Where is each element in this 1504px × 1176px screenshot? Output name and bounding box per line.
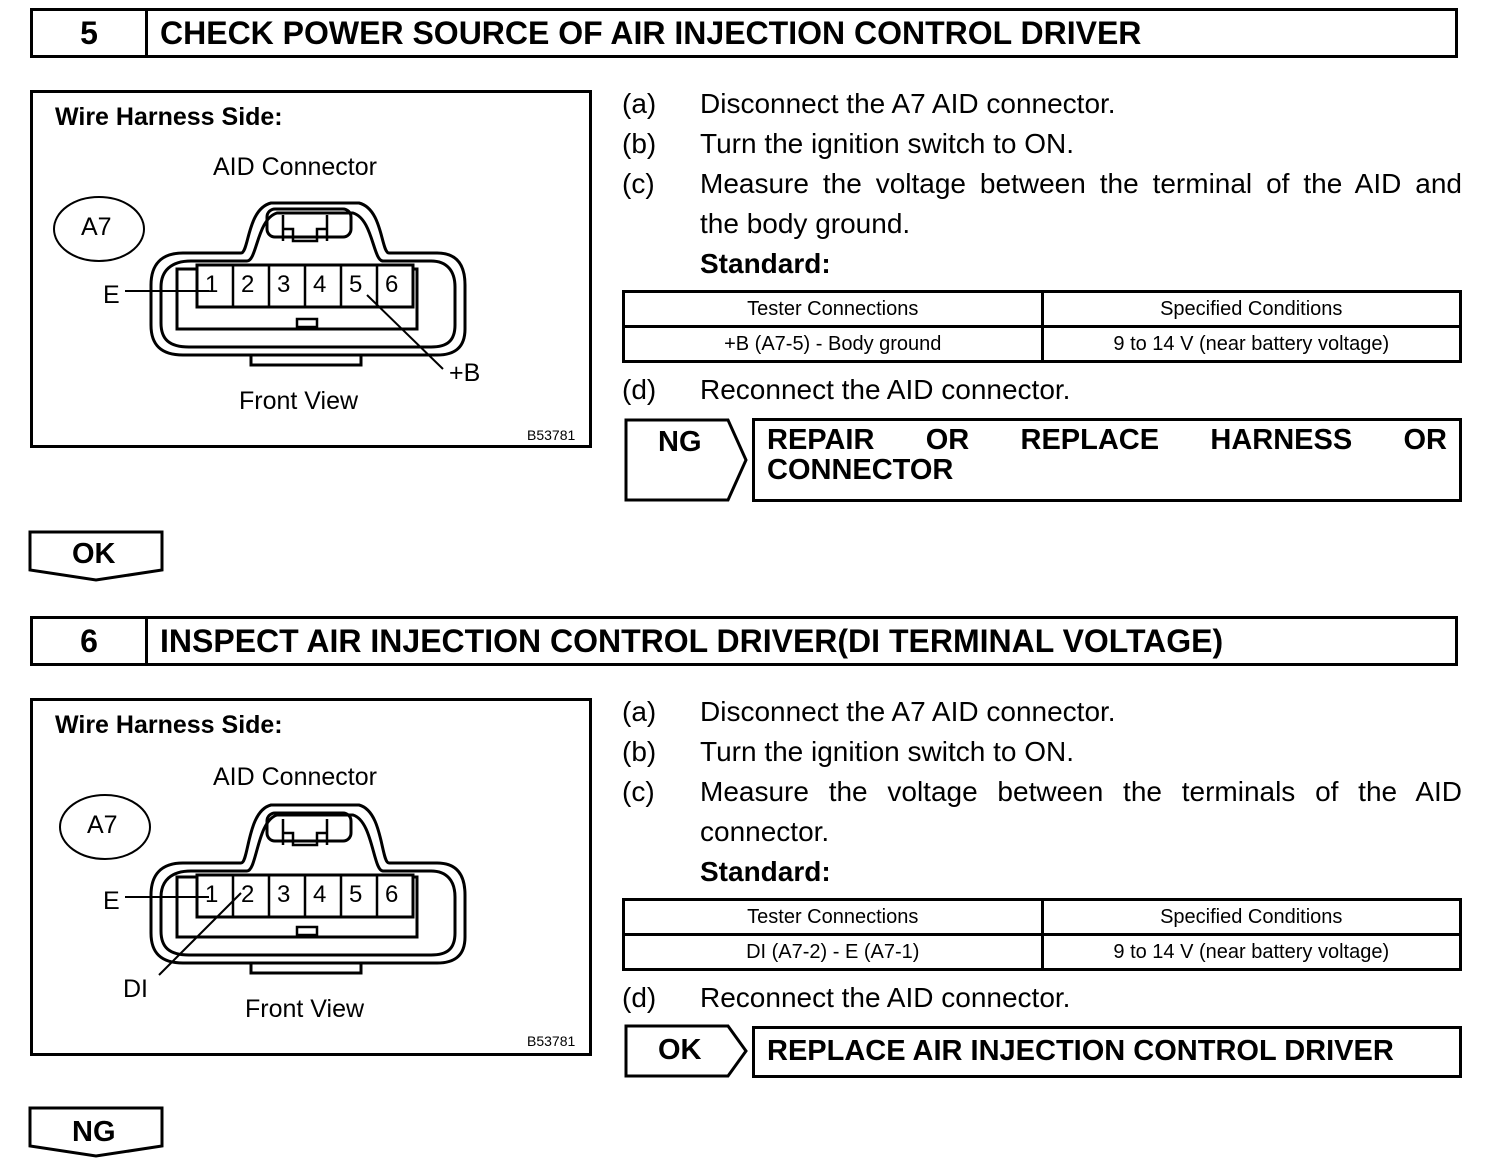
callout-e-label: E: [103, 281, 120, 309]
standard-label: Standard:: [700, 856, 831, 887]
table-row: [624, 935, 1461, 970]
instruction-c: (c) Measure the voltage between the terminal of the AID and: [622, 168, 1462, 199]
step6-instructions: [622, 692, 1462, 892]
connector-figure-step6: [30, 698, 592, 1056]
pin-1: 1: [205, 271, 219, 298]
table-row: [624, 327, 1461, 362]
step6-instruction-d: [622, 978, 1462, 1018]
front-view-label: Front View: [239, 387, 359, 415]
instruction-c-continued: the body ground.: [700, 208, 911, 239]
step-title: CHECK POWER SOURCE OF AIR INJECTION CONTROL DRIVER: [160, 14, 1142, 51]
instruction-c: (c) Measure the voltage between the terminals of the AID: [622, 776, 1462, 807]
instruction-a: (a) Disconnect the A7 AID connector.: [622, 88, 1116, 119]
ok-label: OK: [658, 1034, 702, 1066]
cell-specified-condition: 9 to 14 V (near battery voltage): [1042, 327, 1461, 362]
pin-5: 5: [349, 881, 363, 908]
callout-plus-b-label: +B: [449, 359, 481, 387]
pin-2: 2: [241, 881, 255, 908]
connector-id-label: A7: [81, 213, 112, 241]
callout-di-label: DI: [123, 975, 148, 1003]
front-view-label: Front View: [245, 995, 365, 1023]
header-specified-conditions: Specified Conditions: [1042, 292, 1461, 327]
table-header-row: [624, 292, 1461, 327]
wire-harness-side-label: Wire Harness Side:: [55, 711, 283, 739]
step5-instruction-d: [622, 370, 1462, 410]
instruction-b: (b) Turn the ignition switch to ON.: [622, 736, 1075, 767]
header-tester-connections: Tester Connections: [624, 900, 1043, 935]
header-tester-connections: Tester Connections: [624, 292, 1043, 327]
cell-tester-connection: +B (A7-5) - Body ground: [624, 327, 1043, 362]
connector-latch: [267, 813, 351, 841]
ok-result-box: REPLACE AIR INJECTION CONTROL DRIVER: [752, 1026, 1462, 1078]
header-specified-conditions: Specified Conditions: [1042, 900, 1461, 935]
pin-4: 4: [313, 881, 327, 908]
step-6-header: [30, 616, 1458, 666]
pin-1: 1: [205, 881, 219, 908]
step-number: 5: [33, 11, 148, 55]
key-slot: [297, 927, 317, 935]
ng-result-line1: REPAIR OR REPLACE HARNESS OR: [767, 424, 1447, 456]
spec-table-step5: [622, 290, 1462, 363]
pin-5: 5: [349, 271, 363, 298]
ng-result-box: [752, 418, 1462, 502]
ok-continue-label: OK: [72, 538, 116, 570]
pin-3: 3: [277, 881, 291, 908]
connector-figure-step5: [30, 90, 592, 448]
cell-tester-connection: DI (A7-2) - E (A7-1): [624, 935, 1043, 970]
instruction-a: (a) Disconnect the A7 AID connector.: [622, 696, 1116, 727]
standard-label: Standard:: [700, 248, 831, 279]
step-number: 6: [33, 619, 148, 663]
pin-2: 2: [241, 271, 255, 298]
pin-6: 6: [385, 271, 399, 298]
spec-table-step6: [622, 898, 1462, 971]
table-header-row: [624, 900, 1461, 935]
wire-harness-side-label: Wire Harness Side:: [55, 103, 283, 131]
instruction-d: (d) Reconnect the AID connector.: [622, 374, 1071, 405]
step5-instructions: [622, 84, 1462, 284]
connector-name-label: AID Connector: [213, 153, 377, 181]
step-title: INSPECT AIR INJECTION CONTROL DRIVER(DI TERMINAL VOLTAGE): [160, 622, 1224, 659]
figure-code: B53781: [527, 427, 576, 443]
ng-result-line2: CONNECTOR: [767, 454, 954, 486]
key-slot: [297, 319, 317, 327]
ng-label: NG: [658, 426, 702, 458]
step-5-header: [30, 8, 1458, 58]
connector-name-label: AID Connector: [213, 763, 377, 791]
instruction-b: (b) Turn the ignition switch to ON.: [622, 128, 1075, 159]
instruction-c-continued: connector.: [700, 816, 830, 847]
pin-6: 6: [385, 881, 399, 908]
callout-e-label: E: [103, 887, 120, 915]
cell-specified-condition: 9 to 14 V (near battery voltage): [1042, 935, 1461, 970]
ng-continue-label: NG: [72, 1116, 116, 1148]
connector-id-label: A7: [87, 811, 118, 839]
pin-4: 4: [313, 271, 327, 298]
figure-code: B53781: [527, 1033, 576, 1049]
pin-3: 3: [277, 271, 291, 298]
instruction-d: (d) Reconnect the AID connector.: [622, 982, 1071, 1013]
